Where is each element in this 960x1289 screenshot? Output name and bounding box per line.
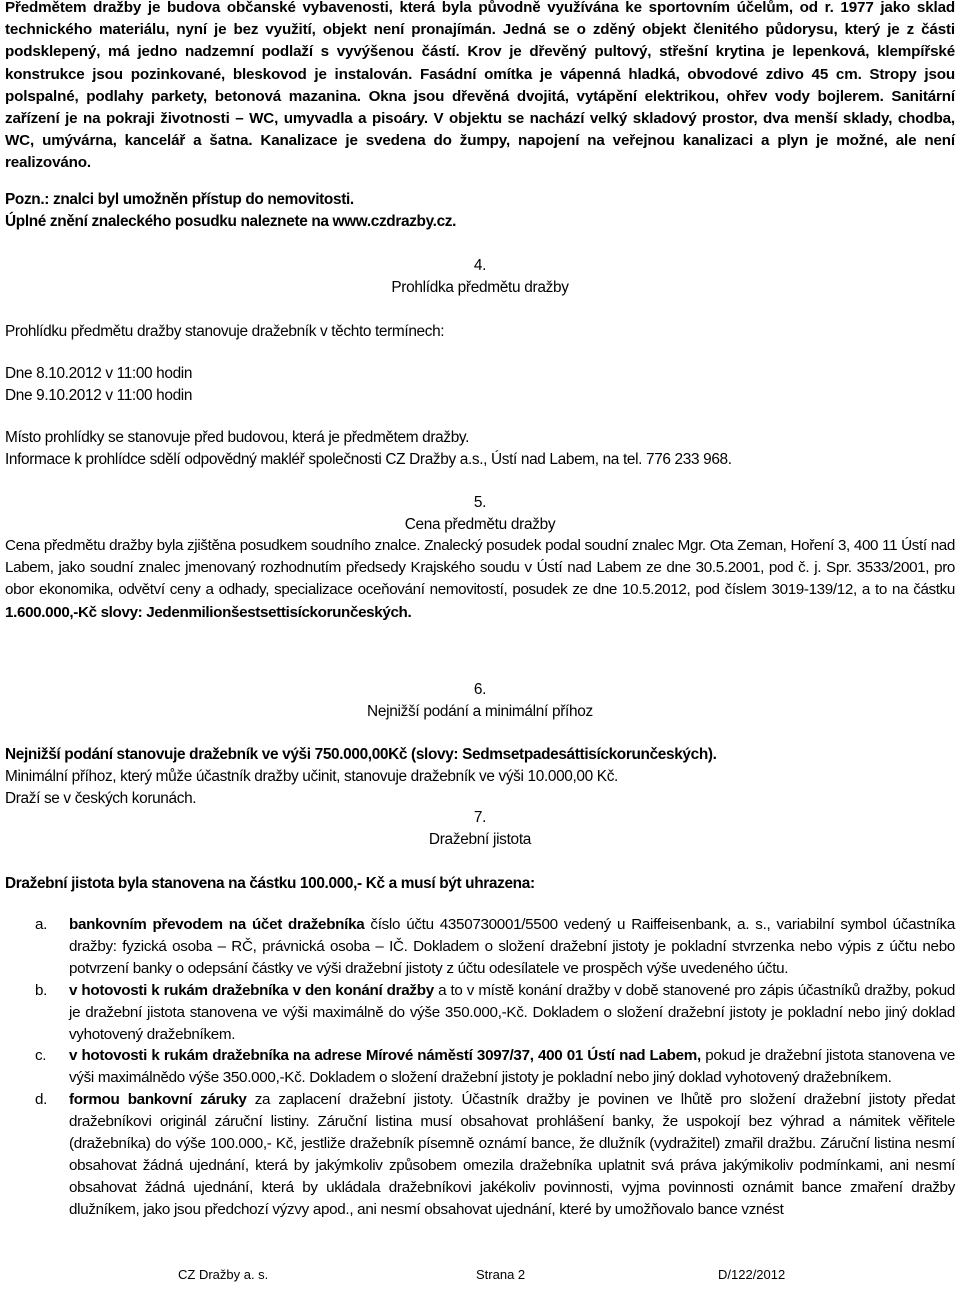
inspection-date-2: Dne 9.10.2012 v 11:00 hodin xyxy=(5,387,193,404)
section-6-title: Nejnižší podání a minimální příhoz xyxy=(367,703,593,720)
section-5-text xyxy=(5,535,955,624)
section-6-number: 6. xyxy=(473,681,487,698)
list-marker: c. xyxy=(35,1047,47,1065)
price-description: Cena předmětu dražby byla zjištěna posudkem soudního znalce. Znalecký posudek podal soudní znalec Mgr. Ota Zeman, Hoření 3, 400 11 Ústí nad Labem, jako soudní znalec jmenovaný rozhodnutím předsedy Krajského soudu v Ústí nad Labem ze dne 30.5.2001, pod č. j. Spr. 3533/2001, pro obor ekonomika, odvětví ceny a odhady, specializace oceňování nemovitostí, posudek ze dne 10.5.2012, pod číslem 3019-139/12, a to na částku xyxy=(5,537,955,599)
section-7-title: Dražební jistota xyxy=(428,831,532,848)
list-item-heading: bankovním převodem na účet dražebníka xyxy=(69,916,365,933)
section-4-title: Prohlídka předmětu dražby xyxy=(391,279,569,296)
section-7-number: 7. xyxy=(473,809,487,826)
list-item-text: a to v místě konání dražby v době stanovené pro zápis účastníků dražby, pokud je dražební jistota stanovena ve výši maximálně do výše 350.000,-Kč. Dokladem o složení dražební jistoty je pokladní nebo jiný doklad vyhotovený dražebníkem. xyxy=(69,981,955,1043)
minimum-increment: Minimální příhoz, který může účastník dražby učinit, stanovuje dražebník ve výši 10.000,00 Kč. xyxy=(5,768,618,785)
list-item xyxy=(5,980,955,1046)
minimum-bid: Nejnižší podání stanovuje dražebník ve výši 750.000,00Kč (slovy: Sedmsetpadesáttisíckorunčeských). xyxy=(5,746,717,763)
list-item-text: číslo účtu 4350730001/5500 vedený u Raiffeisenbank, a. s., variabilní symbol účastníka dražby: fyzická osoba – RČ, právnická osoba – IČ. Dokladem o složení dražební jistoty je pokladní stvrzenka nebo výpis z účtu nebo potvrzení banky o odepsání částky ve výši dražební jistoty z účtu odesílatele ve prospěch výše uvedeného účtu. xyxy=(69,916,955,977)
note-access: Pozn.: znalci byl umožněn přístup do nemovitosti. xyxy=(5,191,354,208)
list-item xyxy=(5,1045,955,1089)
list-marker: a. xyxy=(35,916,48,933)
property-description xyxy=(5,0,955,175)
price-amount: 1.600.000,-Kč slovy: Jedenmilionšestsettisíckorunčeských. xyxy=(5,603,412,621)
deposit-lead: Dražební jistota byla stanovena na částku 100.000,- Kč a musí být uhrazena: xyxy=(5,875,535,892)
list-item-heading: v hotovosti k rukám dražebníka na adrese Mírové náměstí 3097/37, 400 01 Ústí nad Labem, xyxy=(69,1047,701,1065)
property-description-text: Předmětem dražby je budova občanské vybavenosti, která byla původně využívána ke sportovním účelům, od r. 1977 jako sklad technického materiálu, nyní je bez využití, objekt není pronajímán. Jedná se o zděný objekt členitého půdorysu, který je z části podsklepený, má jedno nadzemní podlaží s vyvýšenou částí. Krov je dřevěný pultový, střešní krytina je lepenková, klempířské konstrukce jsou pozinkované, bleskovod je instalován. Fasádní omítka je vápenná hladká, obvodové zdivo 45 cm. Stropy jsou polspalné, podlahy parkety, betonová mazanina. Okna jsou dřevěná dvojitá, vytápění elektrikou, ohřev vody bojlerem. Sanitární zařízení je na pokraji životnosti – WC, umyvadla a pisoáry. V objektu se nachází velký skladový prostor, dva menší sklady, chodba, WC, umývárna, kancelář a šatna. Kanalizace je svedena do žumpy, napojení na veřejnou kanalizaci a plyn je možné, ale není realizováno. xyxy=(5,0,955,172)
note-full-report: Úplné znění znaleckého posudku naleznete na www.czdrazby.cz. xyxy=(5,213,457,230)
list-item xyxy=(5,914,955,980)
section-4-lead: Prohlídku předmětu dražby stanovuje dražebník v těchto termínech: xyxy=(5,323,445,340)
list-marker: d. xyxy=(35,1091,48,1109)
section-5-number: 5. xyxy=(473,494,487,511)
footer-document-id: D/122/2012 xyxy=(718,1267,786,1282)
list-item xyxy=(5,1089,955,1220)
list-item-text: pokud je dražební jistota stanovena ve výši maximálnědo výše 350.000,-Kč. Dokladem o složení dražební jistoty je pokladní nebo jiný doklad vyhotovený dražebníkem. xyxy=(69,1047,955,1087)
section-4-number: 4. xyxy=(473,257,487,274)
currency-note: Draží se v českých korunách. xyxy=(5,790,197,807)
deposit-methods-list xyxy=(5,914,955,1221)
inspection-date-1: Dne 8.10.2012 v 11:00 hodin xyxy=(5,365,193,382)
inspection-place: Místo prohlídky se stanovuje před budovou, která je předmětem dražby. xyxy=(5,429,470,446)
section-5-title: Cena předmětu dražby xyxy=(404,516,556,533)
footer-page-number: Strana 2 xyxy=(476,1267,526,1282)
list-marker: b. xyxy=(35,981,48,999)
footer-company: CZ Dražby a. s. xyxy=(178,1267,269,1282)
list-item-heading: v hotovosti k rukám dražebníka v den konání dražby xyxy=(69,981,434,999)
list-item-text: za zaplacení dražební jistoty. Účastník dražby je povinen ve lhůtě pro složení dražební jistoty předat dražebníkovi originál záruční listiny. Záruční listina musí obsahovat prohlášení banky, že uspokojí bez výhrad a námitek věřitele (dražebníka) do výše 100.000,- Kč, jestliže dražebník písemně oznámí bance, že dlužník (vydražitel) zmařil dražbu. Záruční listina nesmí obsahovat žádná ujednání, která by jakýmkoliv způsobem omezila dražebníka uplatnit svá práva jakýmikoliv podmínkami, ani nesmí obsahovat žádná ujednání, která by ukládala dražebníkovi jakékoliv povinnosti, vyjma povinnosti oznámit bance zmaření dražby dlužníkem, jako jsou předchozí výzvy apod., ani nesmí obsahovat ujednání, které by umožňovalo bance vznést xyxy=(69,1091,955,1218)
list-item-heading: formou bankovní záruky xyxy=(69,1091,247,1109)
inspection-info: Informace k prohlídce sdělí odpovědný makléř společnosti CZ Dražby a.s., Ústí nad Labem, na tel. 776 233 968. xyxy=(5,451,732,468)
